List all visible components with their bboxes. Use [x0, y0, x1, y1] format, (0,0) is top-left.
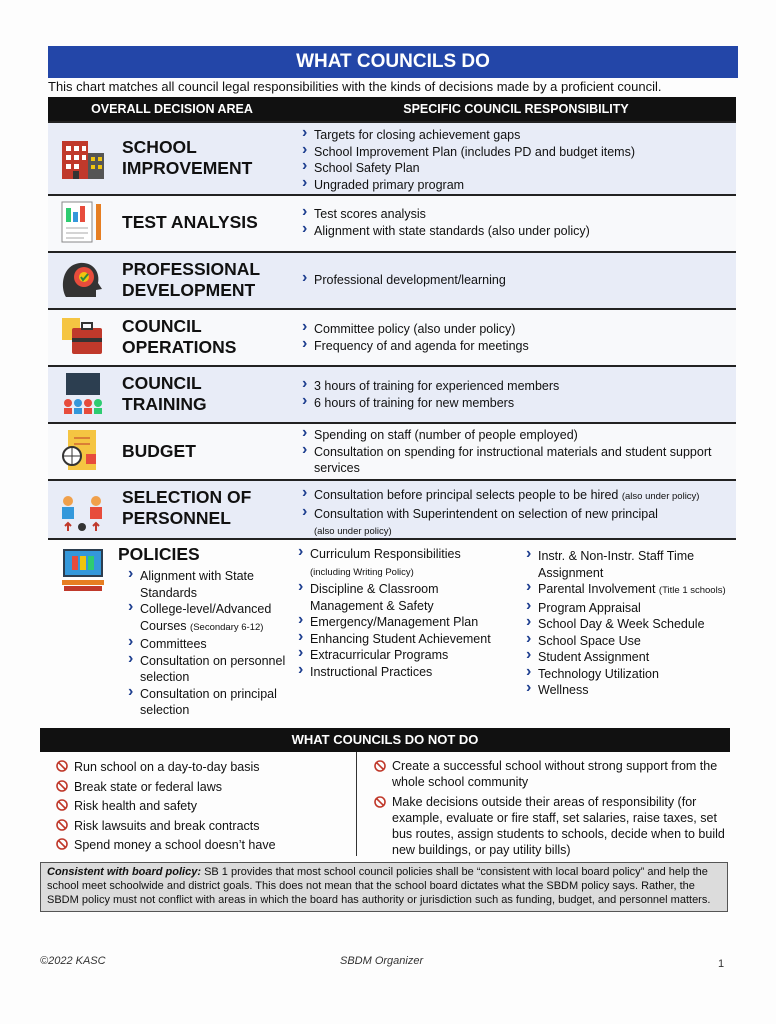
- item-text: Consultation with Superintendent on selection of new principal: [314, 506, 658, 521]
- list-item: › School Improvement Plan (includes PD and budget items): [300, 144, 730, 161]
- area-line: DEVELOPMENT: [122, 280, 256, 300]
- page-title: WHAT COUNCILS DO: [48, 46, 738, 78]
- computer-books-icon: [58, 548, 108, 594]
- row-selection-of-personnel: [48, 479, 736, 538]
- list-item: [524, 581, 730, 600]
- area-label: POLICIES: [118, 544, 200, 564]
- prohibited-icon: [374, 760, 386, 772]
- item-text: Spend money a school doesn’t have: [74, 838, 276, 852]
- row-test-analysis: [48, 194, 736, 251]
- policies-column-3: [524, 548, 730, 699]
- list-item: [374, 794, 734, 858]
- list-item: [56, 797, 346, 817]
- list-item: › Extracurricular Programs: [296, 647, 500, 664]
- item-text: Risk lawsuits and break contracts: [74, 818, 260, 833]
- policies-column-2: [296, 546, 500, 680]
- area-line: COUNCIL: [122, 373, 202, 393]
- list-item: › Test scores analysis: [300, 206, 730, 223]
- policies-column-1: [126, 568, 296, 719]
- list-item: › Alignment with State Standards: [126, 568, 296, 601]
- list-item: [300, 487, 730, 506]
- prohibited-icon: [56, 780, 68, 792]
- list-item: › Committees: [126, 636, 296, 653]
- prohibited-icon: [374, 796, 386, 808]
- note-text: SB 1 provides that most school council policies shall be “consistent with local board policy” and help the school meet schoolwide and district goals. This does not mean that the school board dictates what the SBDM policy says. Rather, the SBDM policy must not conflict with areas in which the board has authority or jurisdiction such as funding, budget, and personnel matters.: [47, 866, 711, 906]
- page-number: 1: [718, 958, 725, 970]
- budget-globe-icon: [58, 428, 108, 474]
- list-item: › Enhancing Student Achievement: [296, 631, 500, 648]
- list-item: › Professional development/learning: [300, 272, 730, 289]
- area-line: IMPROVEMENT: [122, 158, 253, 178]
- item-text: Create a successful school without strong support from the whole school community: [392, 759, 718, 789]
- area-label: BUDGET: [122, 441, 196, 461]
- area-line: SELECTION OF: [122, 487, 252, 507]
- list-item: [300, 506, 730, 541]
- responsibility-list: [300, 487, 730, 541]
- list-item: › School Safety Plan: [300, 160, 730, 177]
- responsibility-list: [300, 127, 730, 193]
- list-item: › Emergency/Management Plan: [296, 614, 500, 631]
- list-item: › Instructional Practices: [296, 664, 500, 681]
- item-text: College-level/Advanced Courses: [140, 602, 272, 633]
- prohibited-icon: [56, 819, 68, 831]
- training-board-icon: [58, 371, 108, 417]
- list-item: › Alignment with state standards (also under policy): [300, 223, 730, 240]
- header-area: OVERALL DECISION AREA: [91, 102, 253, 116]
- briefcase-icon: [58, 314, 108, 360]
- area-label: [122, 316, 236, 358]
- list-item: › Technology Utilization: [524, 666, 730, 683]
- note-label: Consistent with board policy:: [47, 866, 202, 878]
- list-item: › Frequency of and agenda for meetings: [300, 338, 730, 355]
- list-item: › Spending on staff (number of people employed): [300, 427, 730, 444]
- responsibility-list: [300, 427, 730, 477]
- area-line: PROFESSIONAL: [122, 259, 261, 279]
- area-line: TRAINING: [122, 394, 207, 414]
- test-chart-icon: [58, 200, 108, 246]
- item-note: (including Writing Policy): [310, 566, 414, 578]
- list-item: › Ungraded primary program: [300, 177, 730, 194]
- area-line: PERSONNEL: [122, 508, 231, 528]
- item-text: Parental Involvement: [538, 582, 656, 596]
- list-item: [374, 758, 734, 790]
- list-item: › 6 hours of training for new members: [300, 395, 730, 412]
- item-text: Curriculum Responsibilities: [310, 547, 461, 561]
- list-item: [56, 817, 346, 837]
- school-building-icon: [58, 135, 108, 181]
- intro-text: This chart matches all council legal responsibilities with the kinds of decisions made by a proficient council.: [48, 79, 662, 94]
- list-item: › School Space Use: [524, 633, 730, 650]
- item-note: (also under policy): [621, 491, 700, 502]
- board-policy-note: [40, 862, 728, 912]
- row-council-operations: [48, 308, 736, 365]
- list-item: › Program Appraisal: [524, 600, 730, 617]
- responsibility-list: [300, 206, 730, 239]
- footer-copyright: ©2022 KASC: [40, 955, 106, 967]
- list-item: › Instr. & Non-Instr. Staff Time Assignment: [524, 548, 730, 581]
- area-label: [122, 259, 260, 301]
- area-label: [122, 487, 251, 529]
- row-budget: [48, 422, 736, 479]
- responsibility-list: [300, 378, 730, 411]
- list-item: › Discipline & Classroom Management & Safety: [296, 581, 500, 614]
- not-do-right-list: [374, 758, 734, 858]
- item-text: Consultation before principal selects people to be hired: [314, 488, 619, 502]
- item-note: (also under policy): [314, 526, 392, 537]
- item-text: Break state or federal laws: [74, 779, 222, 794]
- area-label: [122, 137, 252, 179]
- list-item: › 3 hours of training for experienced members: [300, 378, 730, 395]
- responsibility-list: [300, 321, 730, 354]
- responsibility-list: [300, 272, 730, 289]
- list-item: › Consultation on principal selection: [126, 686, 296, 719]
- list-item: › School Day & Week Schedule: [524, 616, 730, 633]
- item-note: (Title 1 schools): [658, 585, 726, 596]
- not-do-header: WHAT COUNCILS DO NOT DO: [40, 728, 730, 752]
- area-line: COUNCIL: [122, 316, 202, 336]
- area-label: TEST ANALYSIS: [122, 212, 258, 232]
- prohibited-icon: [56, 799, 68, 811]
- not-do-left-list: [56, 758, 346, 856]
- list-item: [296, 546, 500, 581]
- row-policies: [48, 538, 736, 724]
- list-item: [56, 758, 346, 778]
- area-label: [122, 373, 207, 415]
- list-item: › Consultation on personnel selection: [126, 653, 296, 686]
- list-item: › Targets for closing achievement gaps: [300, 127, 730, 144]
- area-line: SCHOOL: [122, 137, 197, 157]
- list-item: [126, 601, 296, 636]
- item-text: Risk health and safety: [74, 799, 197, 813]
- header-responsibility: SPECIFIC COUNCIL RESPONSIBILITY: [403, 102, 629, 116]
- item-text: Run school on a day-to-day basis: [74, 760, 260, 774]
- row-professional-development: [48, 251, 736, 308]
- head-gear-icon: [58, 257, 108, 303]
- divider: [356, 752, 357, 856]
- personnel-icon: [58, 487, 108, 533]
- list-item: › Wellness: [524, 682, 730, 699]
- area-line: OPERATIONS: [122, 337, 237, 357]
- item-note: (Secondary 6-12): [190, 621, 264, 633]
- footer-center: SBDM Organizer: [340, 955, 424, 967]
- list-item: › Committee policy (also under policy): [300, 321, 730, 338]
- item-text: Make decisions outside their areas of responsibility (for example, evaluate or fire staff, set salaries, raise taxes, set bus routes, assign students to schools, decide when to build new buildings, or pay utility bills): [392, 795, 725, 857]
- prohibited-icon: [56, 760, 68, 772]
- table-header: [48, 97, 736, 121]
- list-item: › Student Assignment: [524, 649, 730, 666]
- row-council-training: [48, 365, 736, 422]
- row-school-improvement: [48, 121, 736, 194]
- list-item: [56, 778, 346, 798]
- list-item: › Consultation on spending for instructional materials and student support services: [300, 444, 730, 477]
- list-item: [56, 836, 346, 856]
- prohibited-icon: [56, 838, 68, 850]
